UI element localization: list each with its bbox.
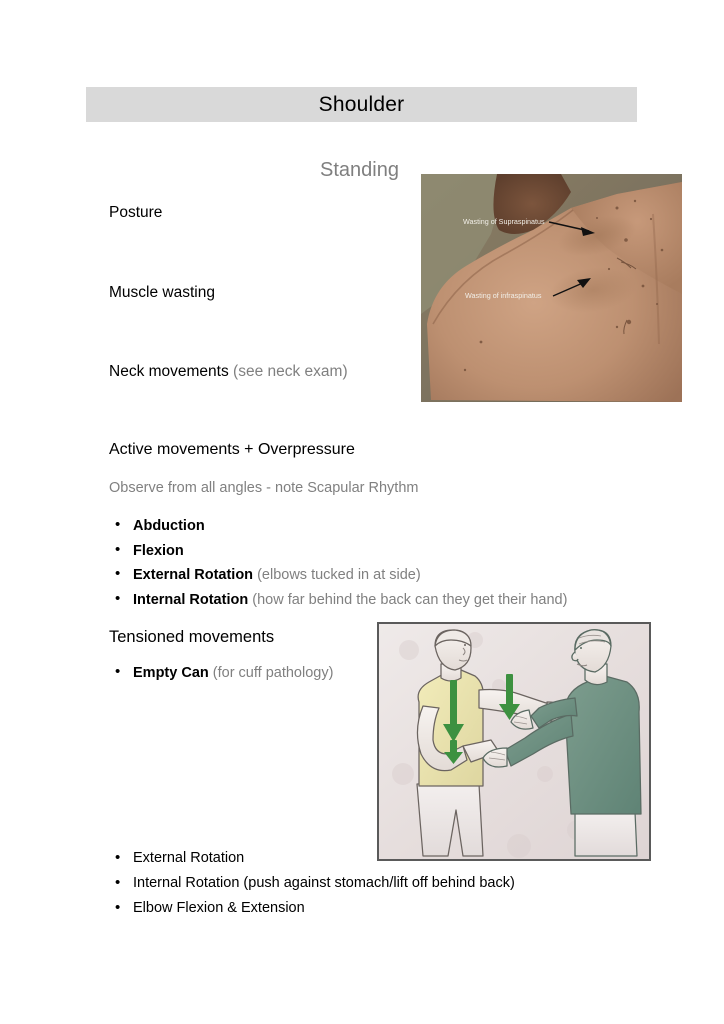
list-item-label: Flexion [133,542,184,559]
inspection-item-label: Posture [109,204,163,221]
shoulder-wasting-photo [421,174,682,402]
inspection-item-neck-movements [109,363,348,381]
inspection-item-label: Muscle wasting [109,284,215,301]
svg-text:Wasting of Supraspinatus: Wasting of Supraspinatus [463,217,545,226]
tensioned-movements-bottom-list [109,846,515,921]
page-title: Shoulder [318,92,405,116]
list-item-label: External Rotation [133,567,254,583]
list-item-note: (elbows tucked in at side) [257,567,421,583]
section-heading-standing: Standing [320,159,399,181]
list-item [109,661,333,686]
inspection-item-label: Neck movements [109,363,229,380]
list-item [109,588,567,613]
inspection-item-posture [109,204,162,222]
list-item [109,563,567,588]
list-item-note: (for cuff pathology) [212,665,334,681]
list-item [109,539,567,564]
list-item [109,871,515,896]
tensioned-movements-list [109,661,333,686]
list-item-label: Internal Rotation [133,591,249,608]
page-title-bar [86,87,637,122]
list-item [109,896,515,921]
list-item-note: (how far behind the back can they get their hand) [252,591,568,608]
list-item [109,846,515,871]
active-movements-subtitle: Observe from all angles - note Scapular Rhythm [109,480,419,496]
inspection-item-note: (see neck exam) [233,363,348,380]
inspection-item-muscle-wasting [109,284,215,302]
list-item-label: External Rotation [133,850,245,866]
list-item-label: Abduction [133,518,205,534]
empty-can-test-illustration [377,622,651,861]
list-item [109,514,567,539]
section-heading-tensioned-movements: Tensioned movements [109,628,275,646]
section-heading-active-movements: Active movements + Overpressure [109,441,355,458]
svg-text:Wasting of infraspinatus: Wasting of infraspinatus [465,291,542,300]
list-item-label: Internal Rotation (push against stomach/lift off behind back) [133,875,515,891]
list-item-label: Elbow Flexion & Extension [133,900,305,916]
active-movements-list [109,514,567,612]
list-item-label: Empty Can [133,665,209,681]
